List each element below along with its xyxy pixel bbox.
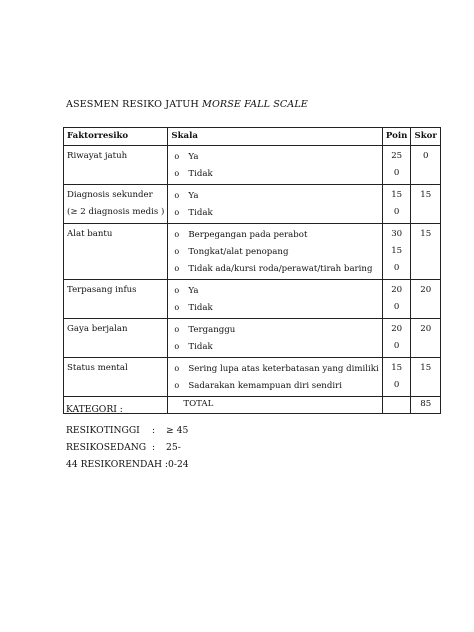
- poin-value: 0: [393, 302, 400, 312]
- table-header-row: [64, 128, 441, 146]
- skor-cell: [411, 358, 441, 397]
- factor-label: Status mental: [67, 363, 128, 373]
- option-label: Ya: [188, 151, 199, 162]
- bullet-icon: o: [174, 381, 180, 390]
- option-label: Tidak: [188, 341, 213, 352]
- option-label: Tidak: [188, 302, 213, 313]
- option-label: Tidak: [188, 207, 213, 218]
- bullet-icon: o: [174, 247, 180, 256]
- table-row: [64, 185, 441, 224]
- morse-fall-scale-table: [63, 127, 441, 414]
- scale-cell: [168, 280, 383, 319]
- category-high-sep: :: [152, 425, 156, 436]
- factor-cell: [64, 319, 168, 358]
- factor-cell: [64, 185, 168, 224]
- list-item: [171, 243, 379, 260]
- list-item: [171, 187, 379, 204]
- poin-value: 30: [391, 229, 403, 239]
- factor-label: Terpasang infus: [67, 285, 137, 295]
- total-label: TOTAL: [183, 399, 214, 409]
- poin-value: 15: [391, 190, 403, 200]
- factor-cell: [64, 224, 168, 280]
- factor-label: Diagnosis sekunder: [67, 190, 153, 200]
- list-item: [171, 299, 379, 316]
- factor-cell: [64, 280, 168, 319]
- factor-cell: [64, 146, 168, 185]
- scale-cell: [168, 146, 383, 185]
- poin-value: 15: [391, 363, 403, 373]
- table-row: [64, 280, 441, 319]
- poin-value: 0: [393, 380, 400, 390]
- table-row: [64, 319, 441, 358]
- table-row: [64, 224, 441, 280]
- list-item: [171, 204, 379, 221]
- header-scale: Skala: [168, 128, 383, 146]
- bullet-icon: o: [174, 152, 180, 161]
- scale-cell: [168, 358, 383, 397]
- bullet-icon: o: [174, 264, 180, 273]
- factor-label: Riwayat jatuh: [67, 151, 128, 161]
- kategori-heading: KATEGORI :: [66, 404, 123, 415]
- total-value: 85: [420, 399, 432, 409]
- category-medium-value: 25-: [166, 442, 181, 453]
- bullet-icon: o: [174, 325, 180, 334]
- option-label: Tongkat/alat penopang: [188, 246, 289, 257]
- category-low: 44 RESIKORENDAH :0-24: [66, 459, 189, 470]
- list-item: [171, 338, 379, 355]
- poin-value: 25: [391, 151, 403, 161]
- poin-value: 20: [391, 285, 403, 295]
- option-label: Terganggu: [188, 324, 236, 335]
- factor-cell: [64, 358, 168, 397]
- skor-cell: [411, 185, 441, 224]
- total-label-cell: [168, 397, 383, 414]
- poin-cell: [382, 146, 411, 185]
- category-high-value: ≥ 45: [166, 425, 189, 436]
- skor-cell: [411, 319, 441, 358]
- poin-cell: [382, 358, 411, 397]
- poin-value: 0: [393, 207, 400, 217]
- scale-cell: [168, 319, 383, 358]
- header-poin: Poin: [382, 128, 411, 146]
- option-label: Ya: [188, 190, 199, 201]
- poin-cell: [382, 185, 411, 224]
- skor-cell: [411, 280, 441, 319]
- list-item: [171, 321, 379, 338]
- bullet-icon: o: [174, 342, 180, 351]
- poin-cell: [382, 280, 411, 319]
- poin-value: 0: [393, 168, 400, 178]
- poin-cell: [382, 224, 411, 280]
- poin-value: 0: [393, 341, 400, 351]
- skor-value: 20: [420, 324, 432, 334]
- document-title: [66, 99, 308, 110]
- poin-value: 0: [393, 263, 400, 273]
- list-item: [171, 148, 379, 165]
- category-medium-sep: :: [152, 442, 156, 453]
- poin-value: 15: [391, 246, 403, 256]
- category-high-label: RESIKOTINGGI: [66, 425, 140, 436]
- list-item: [171, 165, 379, 182]
- bullet-icon: o: [174, 208, 180, 217]
- option-label: Sering lupa atas keterbatasan yang dimiliki: [188, 363, 379, 374]
- table-row: [64, 146, 441, 185]
- poin-cell: [382, 319, 411, 358]
- bullet-icon: o: [174, 230, 180, 239]
- header-skor: Skor: [411, 128, 441, 146]
- factor-label: Alat bantu: [67, 229, 113, 239]
- bullet-icon: o: [174, 191, 180, 200]
- skor-cell: [411, 224, 441, 280]
- bullet-icon: o: [174, 364, 180, 373]
- total-value-cell: [411, 397, 441, 414]
- option-label: Tidak: [188, 168, 213, 179]
- list-item: [171, 282, 379, 299]
- header-factor: Faktorresiko: [64, 128, 168, 146]
- scale-cell: [168, 224, 383, 280]
- poin-value: 20: [391, 324, 403, 334]
- category-medium: [66, 442, 181, 453]
- skor-value: 15: [420, 363, 432, 373]
- scale-cell: [168, 185, 383, 224]
- option-label: Ya: [188, 285, 199, 296]
- title-main: ASESMEN RESIKO JATUH: [66, 99, 203, 110]
- title-italic: MORSE FALL SCALE: [202, 99, 308, 110]
- total-empty-cell: [382, 397, 411, 414]
- table-row: [64, 358, 441, 397]
- option-label: Tidak ada/kursi roda/perawat/tirah baring: [188, 263, 373, 274]
- category-medium-label: RESIKOSEDANG: [66, 442, 147, 453]
- list-item: [171, 260, 379, 277]
- list-item: [171, 360, 379, 377]
- option-label: Sadarakan kemampuan diri sendiri: [188, 380, 342, 391]
- skor-cell: [411, 146, 441, 185]
- category-high: [66, 425, 188, 436]
- skor-value: 15: [420, 190, 432, 200]
- factor-label: (≥ 2 diagnosis medis ): [67, 207, 165, 217]
- bullet-icon: o: [174, 169, 180, 178]
- skor-value: 15: [420, 229, 432, 239]
- option-label: Berpegangan pada perabot: [188, 229, 308, 240]
- list-item: [171, 377, 379, 394]
- bullet-icon: o: [174, 303, 180, 312]
- skor-value: 20: [420, 285, 432, 295]
- bullet-icon: o: [174, 286, 180, 295]
- skor-value: 0: [422, 151, 429, 161]
- factor-label: Gaya berjalan: [67, 324, 128, 334]
- list-item: [171, 226, 379, 243]
